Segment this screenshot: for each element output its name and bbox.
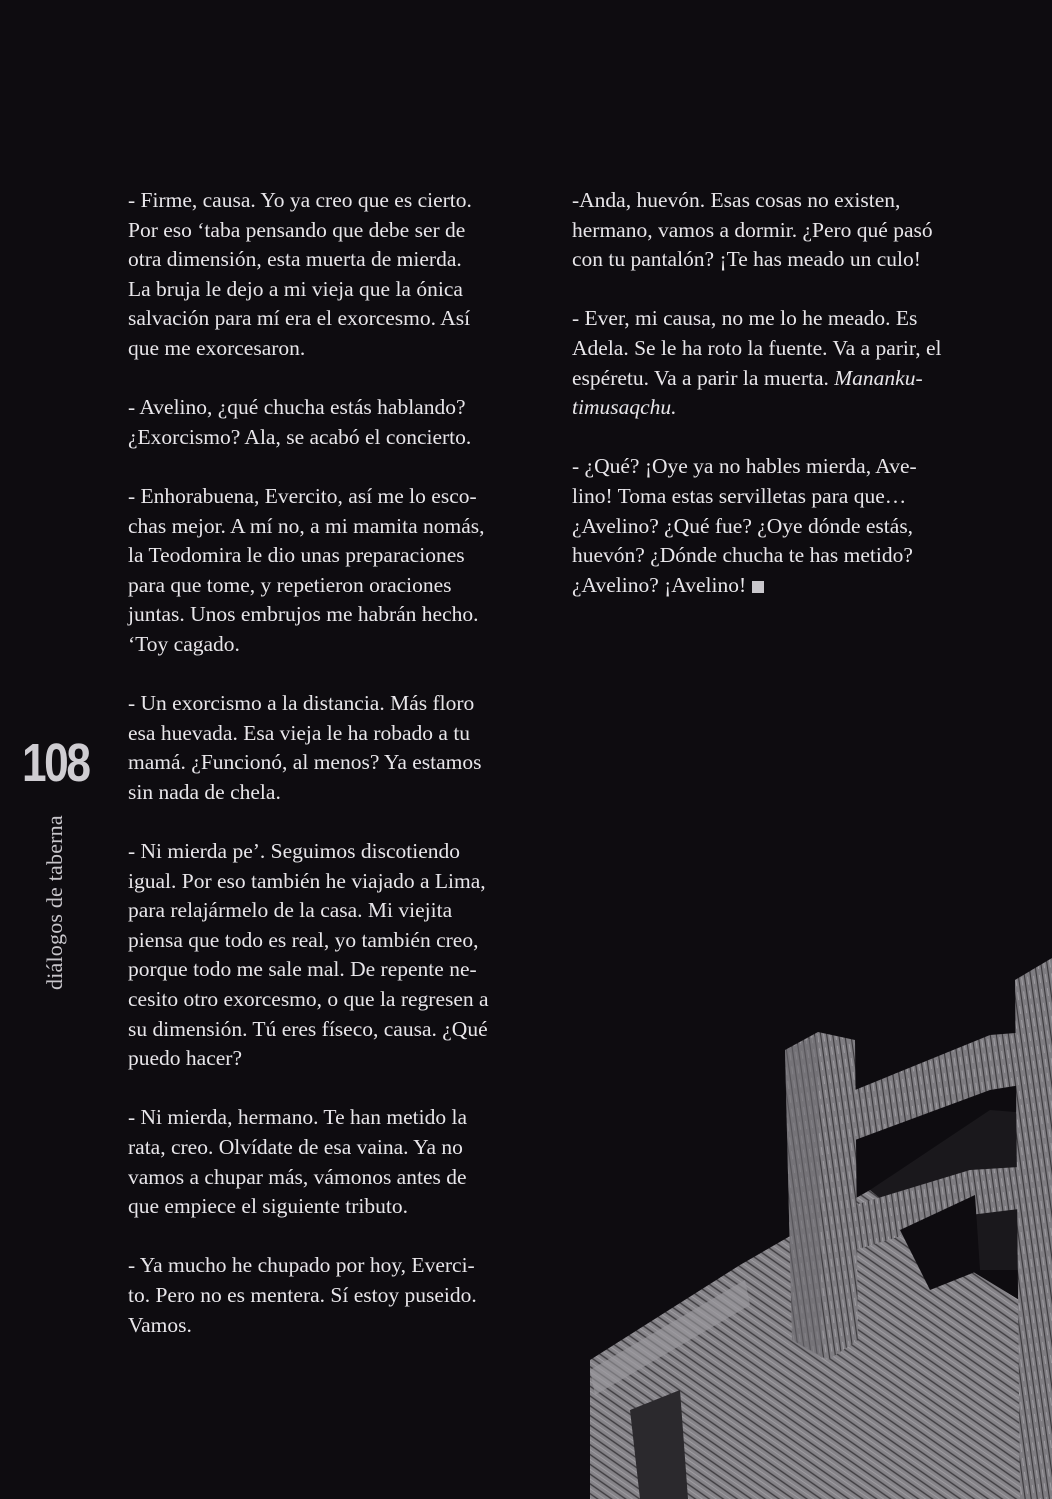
quechua-phrase: Mananku-: [834, 365, 923, 390]
text-line: juntas. Unos embrujos me habrán hecho.: [128, 602, 479, 627]
text-line: - Un exorcismo a la distancia. Más floro: [128, 691, 475, 716]
text-line: - Enhorabuena, Evercito, así me lo esco-: [128, 483, 477, 508]
paragraph: [128, 186, 550, 364]
text-line: - Ya mucho he chupado por hoy, Everci-: [128, 1253, 475, 1278]
text-fragment: espéretu. Va a parir la muerta.: [572, 365, 835, 390]
text-line: salvación para mí era el exorcesmo. Así: [128, 306, 471, 331]
text-line: la Teodomira le dio unas preparaciones: [128, 543, 465, 568]
paragraph: [128, 837, 550, 1074]
chair-illustration: [570, 940, 1052, 1499]
text-line: hermano, vamos a dormir. ¿Pero qué pasó: [572, 217, 933, 242]
text-line: para relajármelo de la casa. Mi viejita: [128, 898, 453, 923]
text-line: - Firme, causa. Yo ya creo que es cierto.: [128, 188, 472, 212]
paragraph: [572, 452, 1002, 600]
text-line: sin nada de chela.: [128, 779, 281, 804]
right-text-column: [572, 186, 1002, 630]
chair-right-post: [1015, 958, 1052, 1499]
text-line: con tu pantalón? ¡Te has meado un culo!: [572, 247, 921, 272]
text-line: Adela. Se le ha roto la fuente. Va a parir, el: [572, 335, 942, 360]
left-text-column: [128, 186, 550, 1370]
text-line: rata, creo. Olvídate de esa vaina. Ya no: [128, 1135, 463, 1159]
text-line: su dimensión. Tú eres físeco, causa. ¿Qué: [128, 1016, 488, 1041]
text-line: que empiece el siguiente tributo.: [128, 1194, 409, 1219]
paragraph: [128, 393, 550, 452]
page-folio: [22, 730, 102, 796]
paragraph: [572, 186, 1002, 275]
text-line: ‘Toy cagado.: [128, 631, 240, 656]
paragraph: [128, 1103, 550, 1221]
text-line: - Avelino, ¿qué chucha estás hablando?: [128, 395, 466, 420]
quechua-phrase-end: timusaqchu.: [572, 395, 677, 420]
paragraph: [128, 482, 550, 660]
text-line: vamos a chupar más, vámonos antes de: [128, 1164, 467, 1189]
paragraph: [128, 1251, 550, 1340]
text-line: huevón? ¿Dónde chucha te has metido?: [572, 543, 913, 568]
text-line: que me exorcesaron.: [128, 335, 306, 360]
text-line: - Ni mierda pe’. Seguimos discotiendo: [128, 839, 460, 864]
text-line: igual. Por eso también he viajado a Lima,: [128, 868, 486, 893]
paragraph: [572, 304, 1002, 422]
text-line: - Ni mierda, hermano. Te han metido la: [128, 1105, 468, 1130]
text-line: [572, 364, 1002, 394]
end-of-story-mark: [752, 581, 764, 593]
text-line: piensa que todo es real, yo también creo,: [128, 927, 479, 952]
text-line: -Anda, huevón. Esas cosas no existen,: [572, 188, 901, 212]
text-line: cesito otro exorcesmo, o que la regresen a: [128, 987, 489, 1012]
text-line: Vamos.: [128, 1312, 192, 1337]
running-head: diálogos de taberna: [42, 815, 67, 990]
text-line: puedo hacer?: [128, 1046, 242, 1071]
text-line: - Ever, mi causa, no me lo he meado. Es: [572, 306, 918, 331]
text-fragment: ¿Avelino? ¡Avelino!: [572, 572, 747, 597]
text-line: ¿Avelino? ¿Qué fue? ¿Oye dónde estás,: [572, 513, 914, 538]
text-line: mamá. ¿Funcionó, al menos? Ya estamos: [128, 750, 482, 775]
text-line: otra dimensión, esta muerta de mierda.: [128, 247, 462, 272]
text-line: chas mejor. A mí no, a mi mamita nomás,: [128, 513, 485, 538]
text-line: ¿Exorcismo? Ala, se acabó el concierto.: [128, 424, 472, 449]
text-line: - ¿Qué? ¡Oye ya no hables mierda, Ave-: [572, 454, 917, 479]
text-line: La bruja le dejo a mi vieja que la ónica: [128, 276, 463, 301]
text-line: lino! Toma estas servilletas para que…: [572, 483, 907, 508]
text-line: [572, 571, 1002, 601]
text-line: to. Pero no es mentera. Sí estoy puseido.: [128, 1282, 477, 1307]
paragraph: [128, 689, 550, 807]
text-line: para que tome, y repetieron oraciones: [128, 572, 452, 597]
page-number: 108: [22, 733, 89, 793]
text-line: Por eso ‘taba pensando que debe ser de: [128, 217, 466, 242]
text-line: esa huevada. Esa vieja le ha robado a tu: [128, 720, 471, 745]
text-line: porque todo me sale mal. De repente ne-: [128, 957, 477, 982]
